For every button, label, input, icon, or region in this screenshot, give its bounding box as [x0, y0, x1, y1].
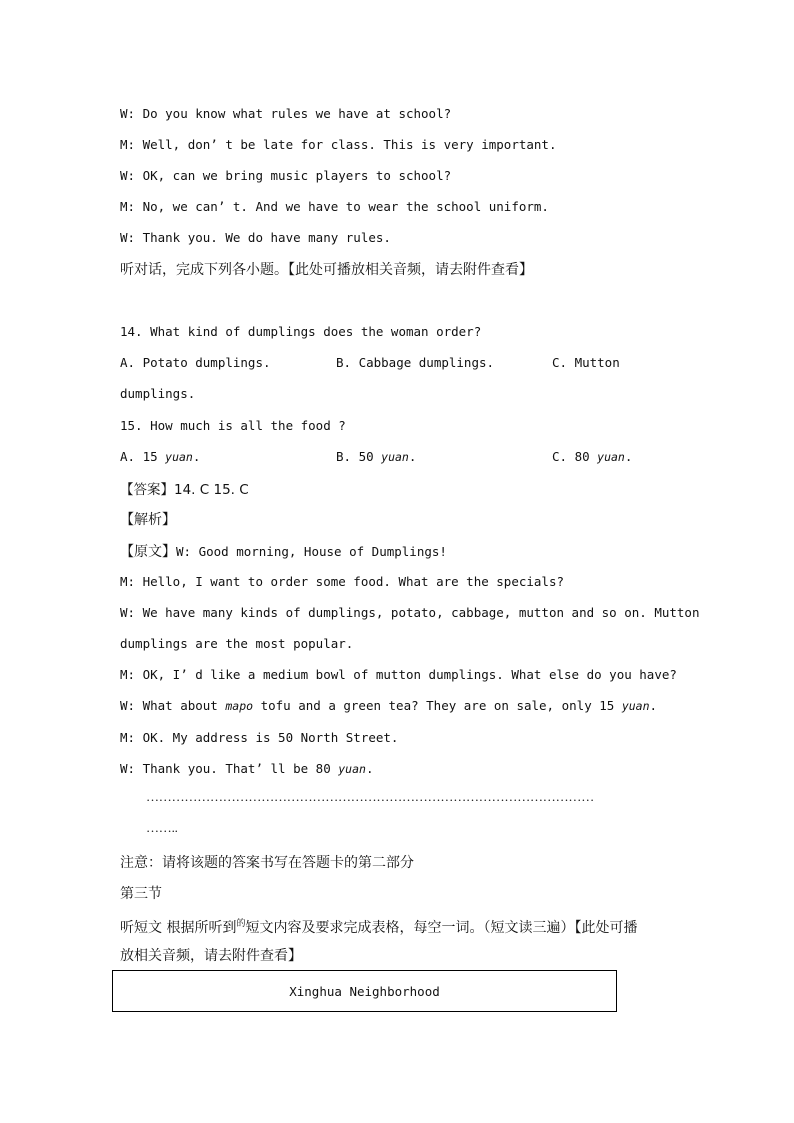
table-title-cell: Xinghua Neighborhood — [289, 983, 440, 999]
dotted-separator: …….. — [146, 820, 178, 835]
analysis-heading: 【解析】 — [120, 512, 176, 528]
q15-option-a: A. 15 yuan. — [120, 449, 201, 464]
dialogue-line: W: Do you know what rules we have at school? — [120, 106, 452, 121]
q15-option-b: B. 50 yuan. — [336, 449, 417, 464]
q14-option-a: A. Potato dumplings. — [120, 355, 271, 370]
answer-table — [112, 970, 617, 1012]
question-15: 15. How much is all the food ? — [120, 418, 346, 433]
answer-line: 【答案】14. C 15. C — [120, 482, 249, 498]
transcript-line: W: Thank you. That’ ll be 80 yuan. — [120, 761, 374, 776]
dialogue-line: M: No, we can’ t. And we have to wear the school uniform. — [120, 199, 549, 214]
q14-option-b: B. Cabbage dumplings. — [336, 355, 495, 370]
listening-instruction: 听对话，完成下列各小题。【此处可播放相关音频，请去附件查看】 — [120, 262, 533, 278]
question-14: 14. What kind of dumplings does the woman order? — [120, 324, 482, 339]
passage-instruction: 听短文 根据所听到$^的$短文内容及要求完成表格，每空一词。（短文读三遍）【此处可播 — [120, 919, 638, 936]
transcript-line: W: What about mapo tofu and a green tea? They are on sale, only 15 yuan. — [120, 698, 658, 713]
passage-instruction-continued: 放相关音频，请去附件查看】 — [120, 948, 302, 964]
transcript-line: M: OK, I’ d like a medium bowl of mutton dumplings. What else do you have? — [120, 667, 677, 682]
dialogue-line: W: Thank you. We do have many rules. — [120, 230, 391, 245]
dialogue-line: W: OK, can we bring music players to school? — [120, 168, 452, 183]
q14-option-c: C. Mutton — [552, 355, 620, 370]
transcript-line: M: Hello, I want to order some food. What are the specials? — [120, 574, 565, 589]
section-heading: 第三节 — [120, 886, 162, 902]
dotted-separator: …………………………………………………………………………………………… — [146, 789, 595, 804]
answer-sheet-note: 注意：请将该题的答案书写在答题卡的第二部分 — [120, 855, 414, 871]
transcript-line: M: OK. My address is 50 North Street. — [120, 730, 399, 745]
transcript-line: 【原文】W: Good morning, House of Dumplings! — [120, 544, 447, 560]
q15-option-c: C. 80 yuan. — [552, 449, 633, 464]
q14-option-c-continued: dumplings. — [120, 386, 196, 401]
transcript-line: dumplings are the most popular. — [120, 636, 354, 651]
dialogue-line: M: Well, don’ t be late for class. This is very important. — [120, 137, 557, 152]
transcript-line: W: We have many kinds of dumplings, potato, cabbage, mutton and so on. Mutton — [120, 605, 700, 620]
